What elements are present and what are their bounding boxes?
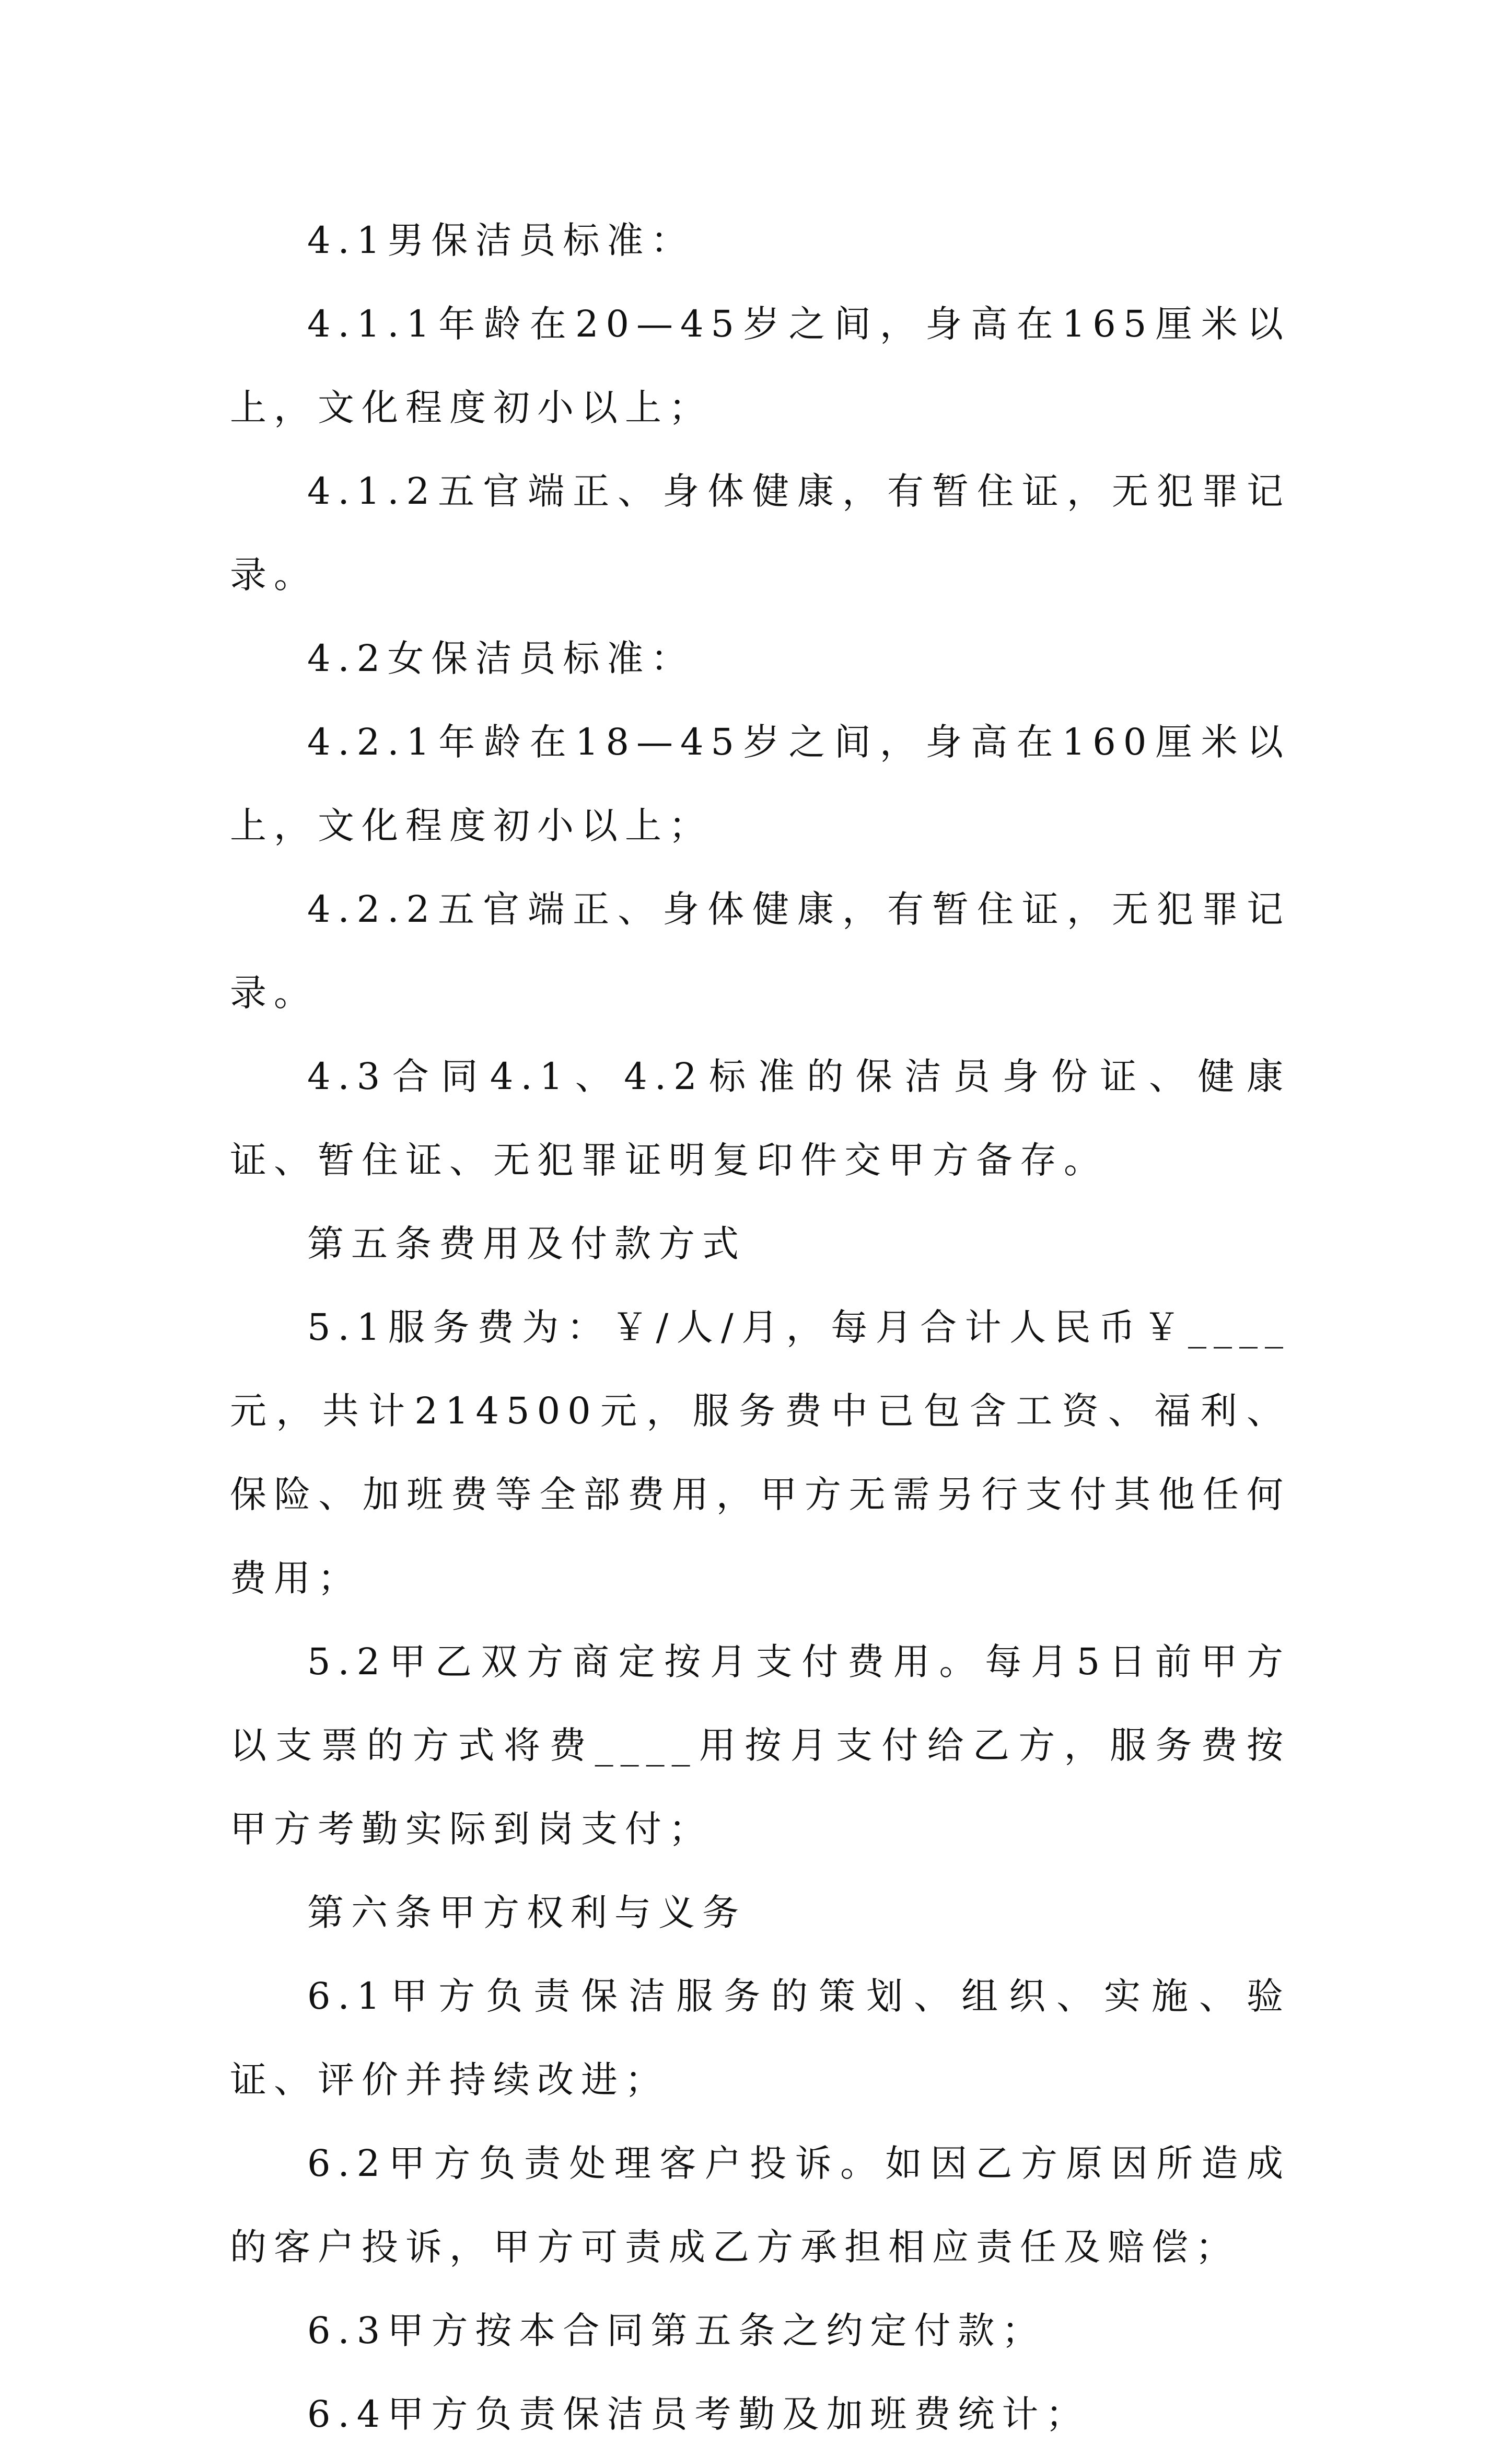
document-body	[230, 199, 1290, 2456]
article-6-heading: 第六条甲方权利与义务	[307, 1891, 746, 1934]
clause-4-3: 4.3合同4.1、4.2标准的保洁员身份证、健康证、暂住证、无犯罪证明复印件交甲方备存。	[230, 1055, 1290, 1181]
clause-4-2-1: 4.2.1年龄在18—45岁之间，身高在160厘米以上，文化程度初小以上；	[230, 721, 1290, 847]
clause-4-2-heading: 4.2女保洁员标准：	[307, 637, 695, 680]
clause-4-1-1: 4.1.1年龄在20—45岁之间，身高在165厘米以上，文化程度初小以上；	[230, 303, 1290, 429]
article-5-heading: 第五条费用及付款方式	[307, 1222, 746, 1265]
clause-5-1: 5.1服务费为：￥/人/月，每月合计人民币￥____元，共计214500元，服务费中已包含工资、福利、保险、加班费等全部费用，甲方无需另行支付其他任何费用；	[230, 1306, 1290, 1600]
clause-6-3: 6.3甲方按本合同第五条之约定付款；	[307, 2309, 1046, 2352]
clause-6-1: 6.1甲方负责保洁服务的策划、组织、实施、验证、评价并持续改进；	[230, 1975, 1290, 2101]
clause-4-1-heading: 4.1男保洁员标准：	[307, 219, 695, 262]
clause-6-4: 6.4甲方负责保洁员考勤及加班费统计；	[307, 2393, 1090, 2436]
clause-4-1-2: 4.1.2五官端正、身体健康，有暂住证，无犯罪记录。	[230, 470, 1290, 596]
clause-5-2: 5.2甲乙双方商定按月支付费用。每月5日前甲方以支票的方式将费____用按月支付给乙方，服务费按甲方考勤实际到岗支付；	[230, 1640, 1290, 1850]
clause-6-2: 6.2甲方负责处理客户投诉。如因乙方原因所造成的客户投诉，甲方可责成乙方承担相应责任及赔偿；	[230, 2142, 1290, 2268]
clause-4-2-2: 4.2.2五官端正、身体健康，有暂住证，无犯罪记录。	[230, 888, 1290, 1014]
